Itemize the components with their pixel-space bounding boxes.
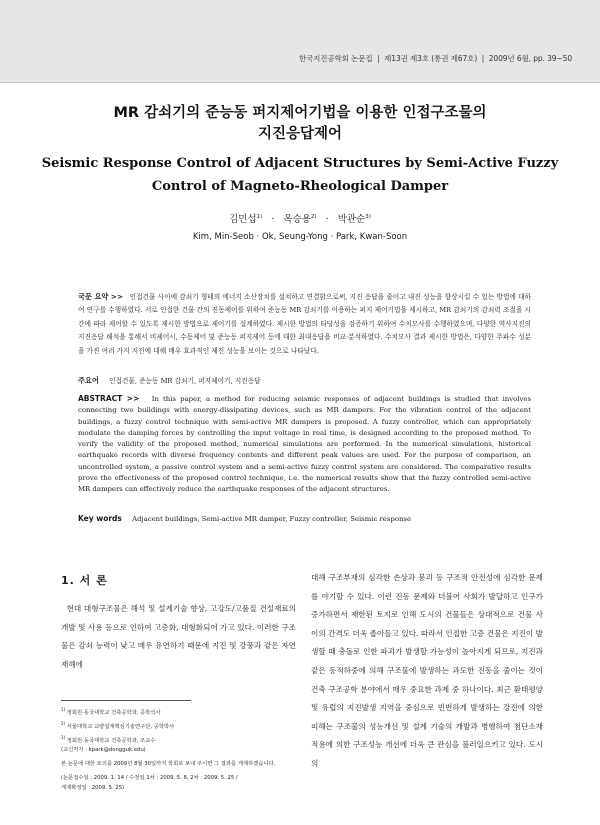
english-keywords — [78, 513, 531, 525]
english-keywords-text: Adjacent buildings, Semi-active MR damper, Fuzzy controller, Seismic response — [132, 515, 412, 523]
english-title-line: Seismic Response Control of Adjacent Structures by Semi-Active Fuzzy — [41, 156, 559, 171]
body-text-left — [61, 600, 296, 674]
author-sup: 2) — [310, 214, 317, 220]
korean-abstract-label: 국문 요약 >> — [78, 292, 123, 301]
korean-abstract-text: 인접건물 사이에 감쇠기 형태의 에너지 소산장치를 설치하고 연결함으로써, 지진 응답을 줄이고 내진 성능을 향상시킬 수 있는 방법에 대하여 연구를 수행하였다. 서로 인접한 건물 간의 진동제어를 위하여 준능동 MR 감쇠기를 이용하는 퍼지 제어기법을 제시하고, MR 감쇠기의 감쇠력 조절을 시간에 따라 제어할 수 있도록 제시한 방법으로 제어기를 설계하였다. 제시한 방법의 타당성을 검증하기 위하여 수치모사를 수행하였으며, 다양한 역사지진의 지진응답 해석을 통해서 비제어시, 수동제어 및 준능동 퍼지제어 등에 대한 최대응답을 비교·분석하였다. 수치모사 결과 제시한 방법은, 다양한 주파수 성분을 가진 여러 가지 지진에 대해 매우 효과적인 제진 성능을 보이는 것으로 나타났다. — [78, 293, 531, 355]
affiliation-footnote — [61, 705, 296, 719]
journal-info: 한국지진공학회 논문집 | 제13권 제3호 (통권 제67호) | 2009년 6월, pp. 39~50 — [298, 54, 572, 63]
korean-keywords-text: 인접건물, 준능동 MR 감쇠기, 퍼지제어기, 지진응답 — [108, 377, 261, 385]
discussion-note: 본 논문에 대한 토의를 2009년 8월 30일까지 학회로 보내 주시면 그 결과를 게재하겠습니다. — [61, 761, 276, 768]
korean-abstract — [78, 290, 531, 358]
korean-title-line: 지진응답제어 — [257, 126, 343, 142]
author-separator: · — [325, 214, 329, 225]
body-text-right — [311, 569, 543, 774]
footnote-text: 정회원·동국대학교 건축공학과, 공학석사 — [66, 710, 161, 716]
authors-english: Kim, Min-Seob · Ok, Seung-Yong · Park, Kwan-Soon — [192, 232, 408, 242]
submission-dates: (논문접수일 : 2009. 1. 14 / 수정일 1차 : 2009. 5. 8, 2차 : 2009. 5. 25 / — [61, 774, 238, 781]
korean-keywords — [78, 375, 531, 387]
authors-korean — [0, 211, 600, 225]
author-name: 옥승용 — [283, 214, 311, 225]
corresponding-author: (교신저자 : kpark@dongguk.edu) — [61, 747, 146, 754]
journal-header — [0, 0, 600, 83]
intro-paragraph: 현대 대형구조물은 해석 및 설계기술 향상, 고강도/고품질 건설재료의 개발 및 사용 등으로 인하여 고층화, 대형화되어 가고 있다. 이러한 구조물은 감쇠 능력이 낮고 매우 유연하기 때문에 지진 및 강풍과 같은 자연재해에 — [61, 604, 297, 669]
footnotes — [61, 705, 296, 794]
footnote-sup: 1) — [61, 707, 66, 712]
affiliation-footnote — [61, 733, 296, 747]
section-heading: 1. 서 론 — [61, 574, 108, 587]
english-keywords-label: Key words — [78, 514, 122, 523]
english-title — [20, 152, 580, 198]
journal-date-pages: 2009년 6월, pp. 39~50 — [488, 54, 572, 63]
footnote-text: 정회원·동국대학교 건축공학과, 조교수 — [66, 737, 156, 744]
footnote-divider — [61, 700, 191, 701]
journal-volume: 제13권 제3호 (통권 제67호) — [384, 54, 478, 63]
author-name: 김민섭 — [229, 214, 257, 225]
english-abstract — [78, 393, 531, 496]
english-title-line: Control of Magneto-Rheological Damper — [151, 179, 449, 194]
submission-dates: 게재확정일 : 2009. 5. 25) — [61, 784, 125, 791]
journal-name: 한국지진공학회 논문집 — [298, 54, 373, 63]
footnote-sup: 2) — [61, 720, 66, 726]
author-sup: 1) — [256, 214, 263, 220]
author-sup: 3) — [365, 214, 371, 220]
author-name: 박관순 — [337, 214, 366, 225]
english-abstract-label: ABSTRACT >> — [78, 394, 140, 403]
footnote-text: 서울대학교 교량설계핵심기술연구단, 공학박사 — [66, 723, 175, 730]
footnote-sup: 3) — [61, 734, 66, 740]
korean-title-line: MR 감쇠기의 준능동 퍼지제어기법을 이용한 인접구조물의 — [113, 105, 487, 121]
affiliation-footnote — [61, 719, 296, 733]
korean-keywords-label: 주요어 — [78, 376, 99, 385]
intro-paragraph-continued: 대해 구조부재의 심각한 손상과 붕괴 등 구조적 안전성에 심각한 문제를 야기할 수 있다. 이런 진동 문제와 더불어 사회가 발달하고 인구가 증가하면서 제한된 토지로 인해 도시의 건물들은 상대적으로 건물 사이의 간격도 더욱 좁아들고 있다. 따라서 인접한 고층 건물은 지진이 발생할 때 충돌로 인한 파괴가 발생할 가능성이 높아지게 되므로, 지진과 같은 동적하중에 의해 구조물에 발생하는 과도한 진동을 줄이는 것이 건축 구조공학 분야에서 매우 중요한 과제 중 하나이다. 최근 환태평양 및 유럽의 지진발생 지역을 중심으로 빈번하게 발생하는 강진에 의한 피해는 구조물의 성능개선 및 설계 기술의 개발과 병행하여 첨단소재 적용에 의한 구조성능 개선에 더욱 큰 관심을 불러일으키고 있다. 도시의 — [311, 573, 543, 768]
korean-title — [0, 103, 600, 145]
author-separator: · — [271, 214, 275, 225]
english-abstract-text: In this paper, a method for reducing seismic responses of adjacent buildings is studied that involves connecting two buildings with energy-dissipating devices, such as MR dampers. For the vibration control of the adjacent buildings, a fuzzy control technique with semi-active MR dampers is proposed. A fuzzy controller, which can appropriately modulate the damping forces by controlling the input voltage in real time, is designed according to the proposed method. To verify the validity of the proposed method, numerical simulations are performed. In the numerical simulations, historical earthquake records with diverse frequency contents and different peak values are used. For the purpose of comparison, an uncontrolled system, a passive control system and a semi-active fuzzy control system are considered. The comparative results prove the effectiveness of the proposed control technique, i.e. the numerical results show that the fuzzy controlled semi-active MR dampers can effectively reduce the earthquake responses of the adjacent structures. — [78, 395, 531, 494]
